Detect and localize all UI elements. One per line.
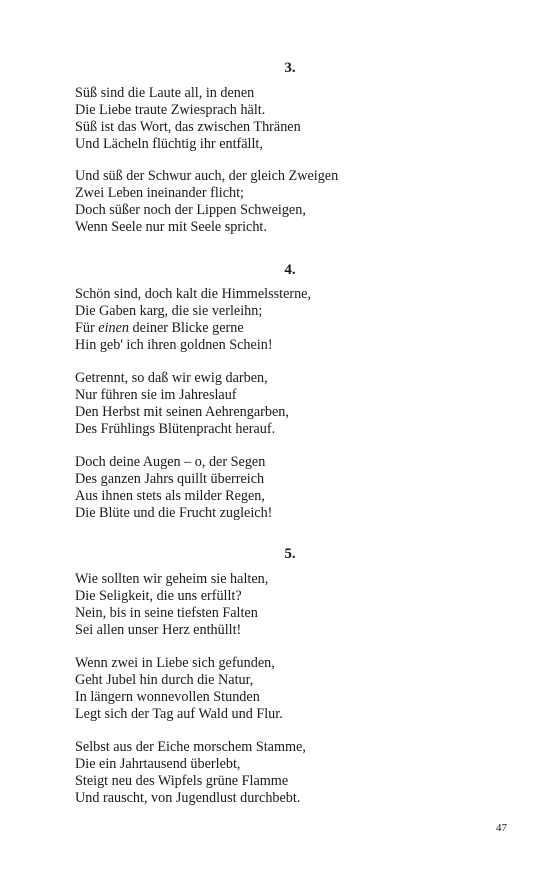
verse-line: Zwei Leben ineinander flicht; xyxy=(75,185,244,201)
verse-line: Die ein Jahrtausend überlebt, xyxy=(75,756,241,772)
stanza xyxy=(75,655,495,723)
verse-line: Doch deine Augen – o, der Segen xyxy=(75,454,266,470)
stanza xyxy=(75,370,495,438)
verse-line: Und süß der Schwur auch, der gleich Zweigen xyxy=(75,168,339,184)
verse-line: Steigt neu des Wipfels grüne Flamme xyxy=(75,773,289,789)
verse-line: Wenn Seele nur mit Seele spricht. xyxy=(75,219,267,235)
verse-line: Nein, bis in seine tiefsten Falten xyxy=(75,605,258,621)
verse-line: Des ganzen Jahrs quillt überreich xyxy=(75,471,265,487)
verse-line: Und Lächeln flüchtig ihr entfällt, xyxy=(75,136,263,152)
poem-number: 4. xyxy=(284,262,296,278)
verse-line: Legt sich der Tag auf Wald und Flur. xyxy=(75,706,283,722)
stanza xyxy=(75,571,495,639)
stanza xyxy=(75,168,495,236)
verse-line: Den Herbst mit seinen Aehrengarben, xyxy=(75,404,289,420)
stanza xyxy=(75,85,495,153)
verse-line: Die Blüte und die Frucht zugleich! xyxy=(75,505,273,521)
verse-line: Getrennt, so daß wir ewig darben, xyxy=(75,370,268,386)
verse-line: Wie sollten wir geheim sie halten, xyxy=(75,571,269,587)
stanza xyxy=(75,454,495,522)
verse-line: Aus ihnen stets als milder Regen, xyxy=(75,488,265,504)
verse-line: Die Liebe traute Zwiesprach hält. xyxy=(75,102,266,118)
verse-line: Des Frühlings Blütenpracht herauf. xyxy=(75,421,276,437)
verse-line: Nur führen sie im Jahreslauf xyxy=(75,387,237,403)
verse-line: In längern wonnevollen Stunden xyxy=(75,689,260,705)
poem-number: 5. xyxy=(284,546,296,562)
verse-line: Süß sind die Laute all, in denen xyxy=(75,85,255,101)
emphasized-word: einen xyxy=(98,320,129,336)
stanza xyxy=(75,286,495,354)
verse-line: Hin geb' ich ihren goldnen Schein! xyxy=(75,337,273,353)
verse-line-emphasis: Für einen deiner Blicke gerne xyxy=(75,320,244,336)
verse-line: Und rauscht, von Jugendlust durchbebt. xyxy=(75,790,301,806)
verse-line: Die Seligkeit, die uns erfüllt? xyxy=(75,588,242,604)
page-number: 47 xyxy=(496,822,507,834)
poem-number: 3. xyxy=(284,60,296,76)
verse-line: Die Gaben karg, die sie verleihn; xyxy=(75,303,263,319)
verse-line: Sei allen unser Herz enthüllt! xyxy=(75,622,242,638)
verse-line: Geht Jubel hin durch die Natur, xyxy=(75,672,254,688)
verse-line: Selbst aus der Eiche morschem Stamme, xyxy=(75,739,306,755)
verse-line: Wenn zwei in Liebe sich gefunden, xyxy=(75,655,275,671)
stanza xyxy=(75,739,495,807)
verse-line: Süß ist das Wort, das zwischen Thränen xyxy=(75,119,301,135)
verse-line: Schön sind, doch kalt die Himmelssterne, xyxy=(75,286,312,302)
verse-line: Doch süßer noch der Lippen Schweigen, xyxy=(75,202,306,218)
